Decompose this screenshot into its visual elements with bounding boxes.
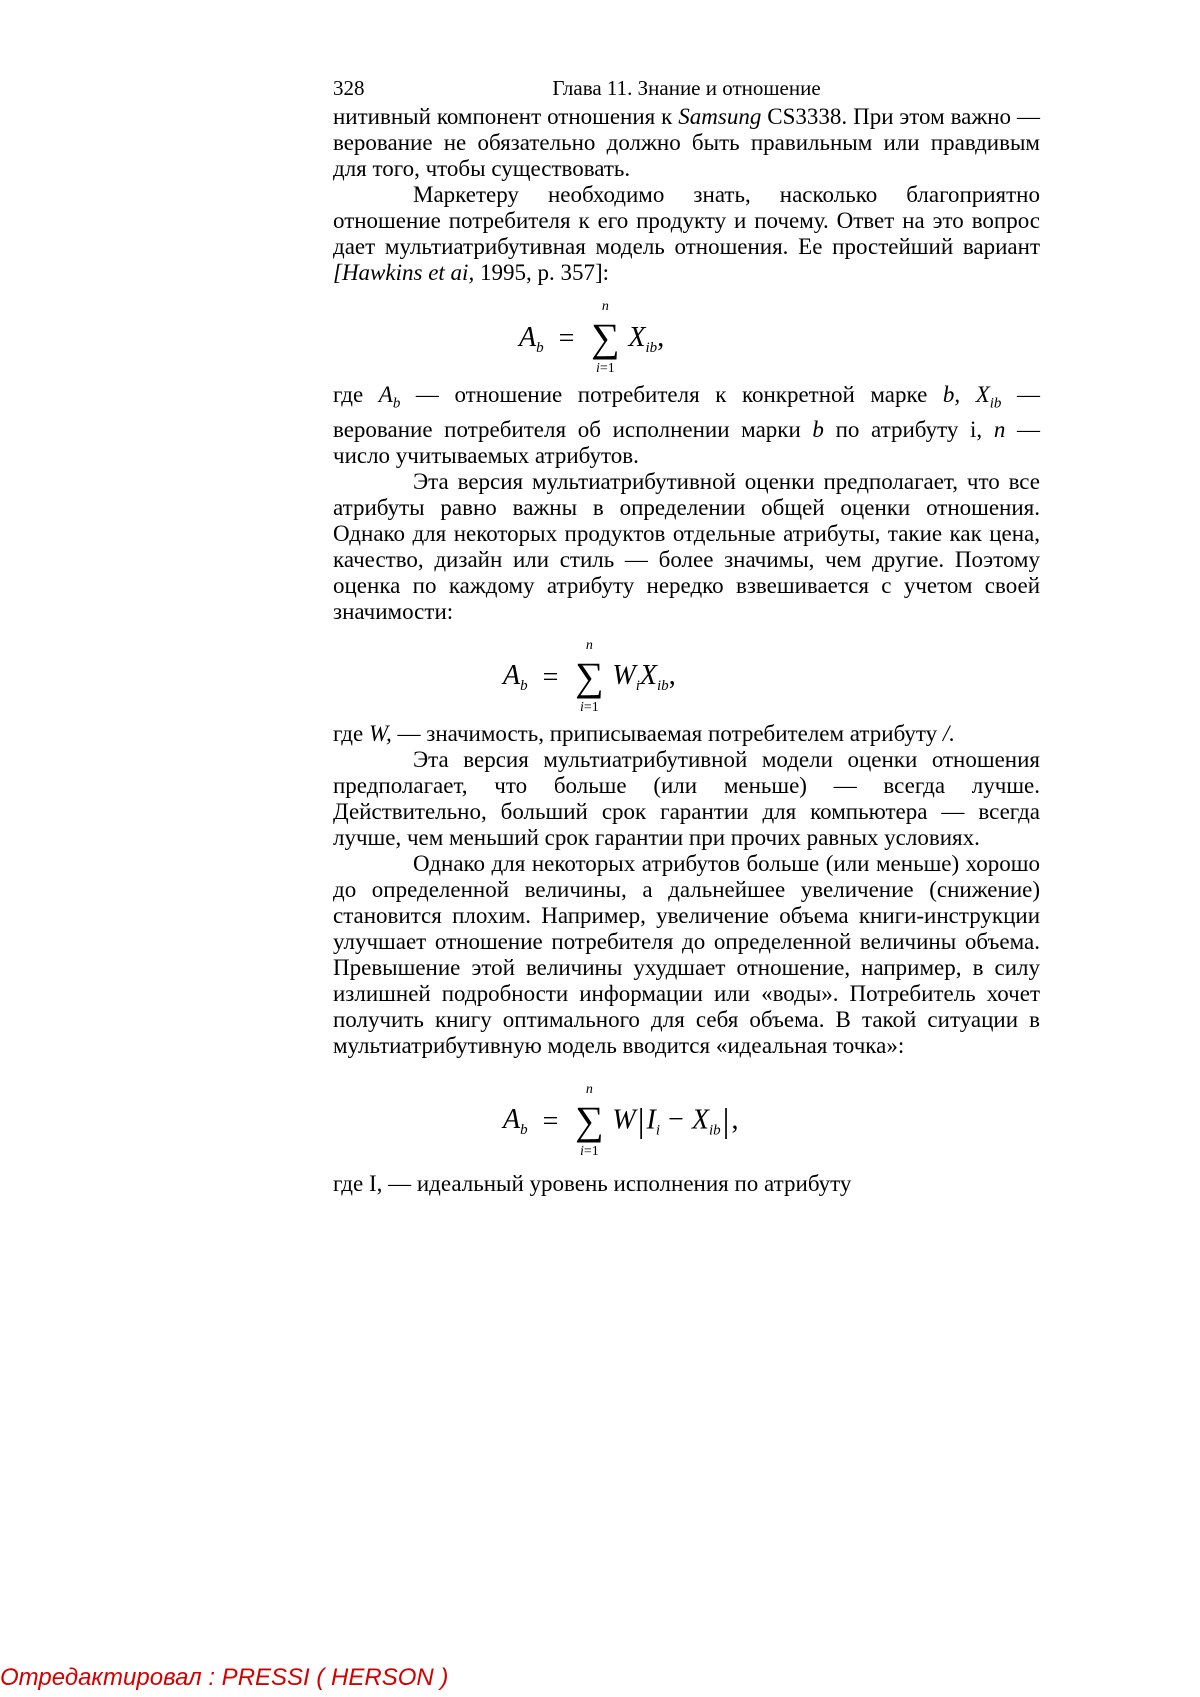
formula-3-term: $W|I_i - X_{ib}|$,: [612, 1102, 739, 1140]
var-b-x: b, $X_{ib}$: [942, 382, 1002, 412]
brand-name: Samsung: [678, 104, 762, 129]
formula-2-block: [333, 625, 1040, 721]
paragraph-8: где I, — идеальный уровень исполнения по атрибуту: [333, 1170, 852, 1196]
formula-1-lhs: $A_b$: [519, 321, 544, 356]
var-n: n: [993, 416, 1006, 442]
var-w: W,: [368, 720, 392, 746]
formula-3-lhs: $A_b$: [503, 1104, 528, 1139]
paragraph-2-text-a: Маркетеру необходимо знать, насколько благоприятно отношение потребителя к его продукту и почему. Ответ на это вопрос дает мультиатрибутивная модель отношения. Ее простейший вариант: [333, 182, 1040, 259]
formula-3-block: [333, 1059, 1040, 1171]
paragraph-2-text-b: 1995, p. 357]:: [474, 260, 610, 285]
paragraph-1: [333, 104, 1040, 182]
formula-3-sum-icon: n ∑ i=1: [575, 1081, 604, 1159]
formula-1-sum-icon: n ∑ i=1: [591, 299, 620, 376]
paragraph-1-text-b: CS3338. При этом важно — верование не обязательно должно быть правильным или правдивым для того, чтобы существовать.: [333, 104, 1040, 181]
var-b: b: [812, 416, 824, 442]
page-number: 328: [333, 76, 365, 100]
paragraph-5: где W, — значимость, приписываемая потребителем атрибуту /.: [333, 720, 956, 746]
formula-1: [519, 299, 665, 376]
formula-2-sum-icon: n ∑ i=1: [575, 637, 604, 715]
formula-1-block: [333, 286, 1040, 382]
paragraph-1-text-a: нитивный компонент отношения к: [333, 104, 679, 129]
paragraph-6: Эта версия мультиатрибутивной модели оценки отношения предполагает, что больше (или меньше) — всегда лучше. Действительно, больший срок гарантии для компьютера — всегда лучше, чем меньший срок гарантии при прочих равных условиях.: [333, 746, 1040, 850]
var-i: /.: [942, 720, 956, 746]
formula-2-term: $W_iX_{ib}$,: [612, 660, 676, 695]
formula-2-equals: =: [542, 661, 559, 693]
running-title: Глава 11. Знание и отношение: [552, 76, 821, 100]
formula-1-equals: =: [558, 323, 575, 354]
paragraph-3: где $A_b$ — отношение потребителя к конкретной марке b, $X_{ib}$ — верование потребителя об исполнении марки b по атрибуту i, n — число учитываемых атрибутов.: [333, 382, 1041, 468]
paragraph-4: Эта версия мультиатрибутивной оценки предполагает, что все атрибуты равно важны в определении общей оценки отношения. Однако для некоторых продуктов отдельные атрибуты, такие как цена, качество, дизайн или стиль — более значимы, чем другие. Поэтому оценка по каждому атрибуту нередко взвешивается с учетом своей значимости:: [333, 468, 1040, 624]
formula-3-equals: =: [542, 1105, 559, 1137]
page-body: [333, 70, 1040, 1197]
formula-2: [503, 637, 676, 715]
citation: [Hawkins et ai,: [333, 260, 475, 285]
editor-watermark: Отредактировал : PRESSI ( HERSON ): [0, 1664, 449, 1691]
formula-1-term: $X_{ib}$,: [628, 321, 665, 356]
paragraph-2: [333, 182, 1040, 286]
paragraph-7: Однако для некоторых атрибутов больше (или меньше) хорошо до определенной величины, а дальнейшее увеличение (снижение) становится плохим. Например, увеличение объема книги-инструкции улучшает отношение потребителя до определенной величины объема. Превышение этой величины ухудшает отношение, например, в силу излишней подробности информации или «воды». Потребитель хочет получить книгу оптимального для себя объема. В такой ситуации в мультиатрибутивную модель вводится «идеальная точка»:: [333, 850, 1040, 1058]
page-header: [333, 70, 1040, 104]
formula-3: [503, 1081, 739, 1159]
formula-2-lhs: $A_b$: [503, 660, 528, 695]
var-a: $A_b$: [378, 382, 401, 412]
